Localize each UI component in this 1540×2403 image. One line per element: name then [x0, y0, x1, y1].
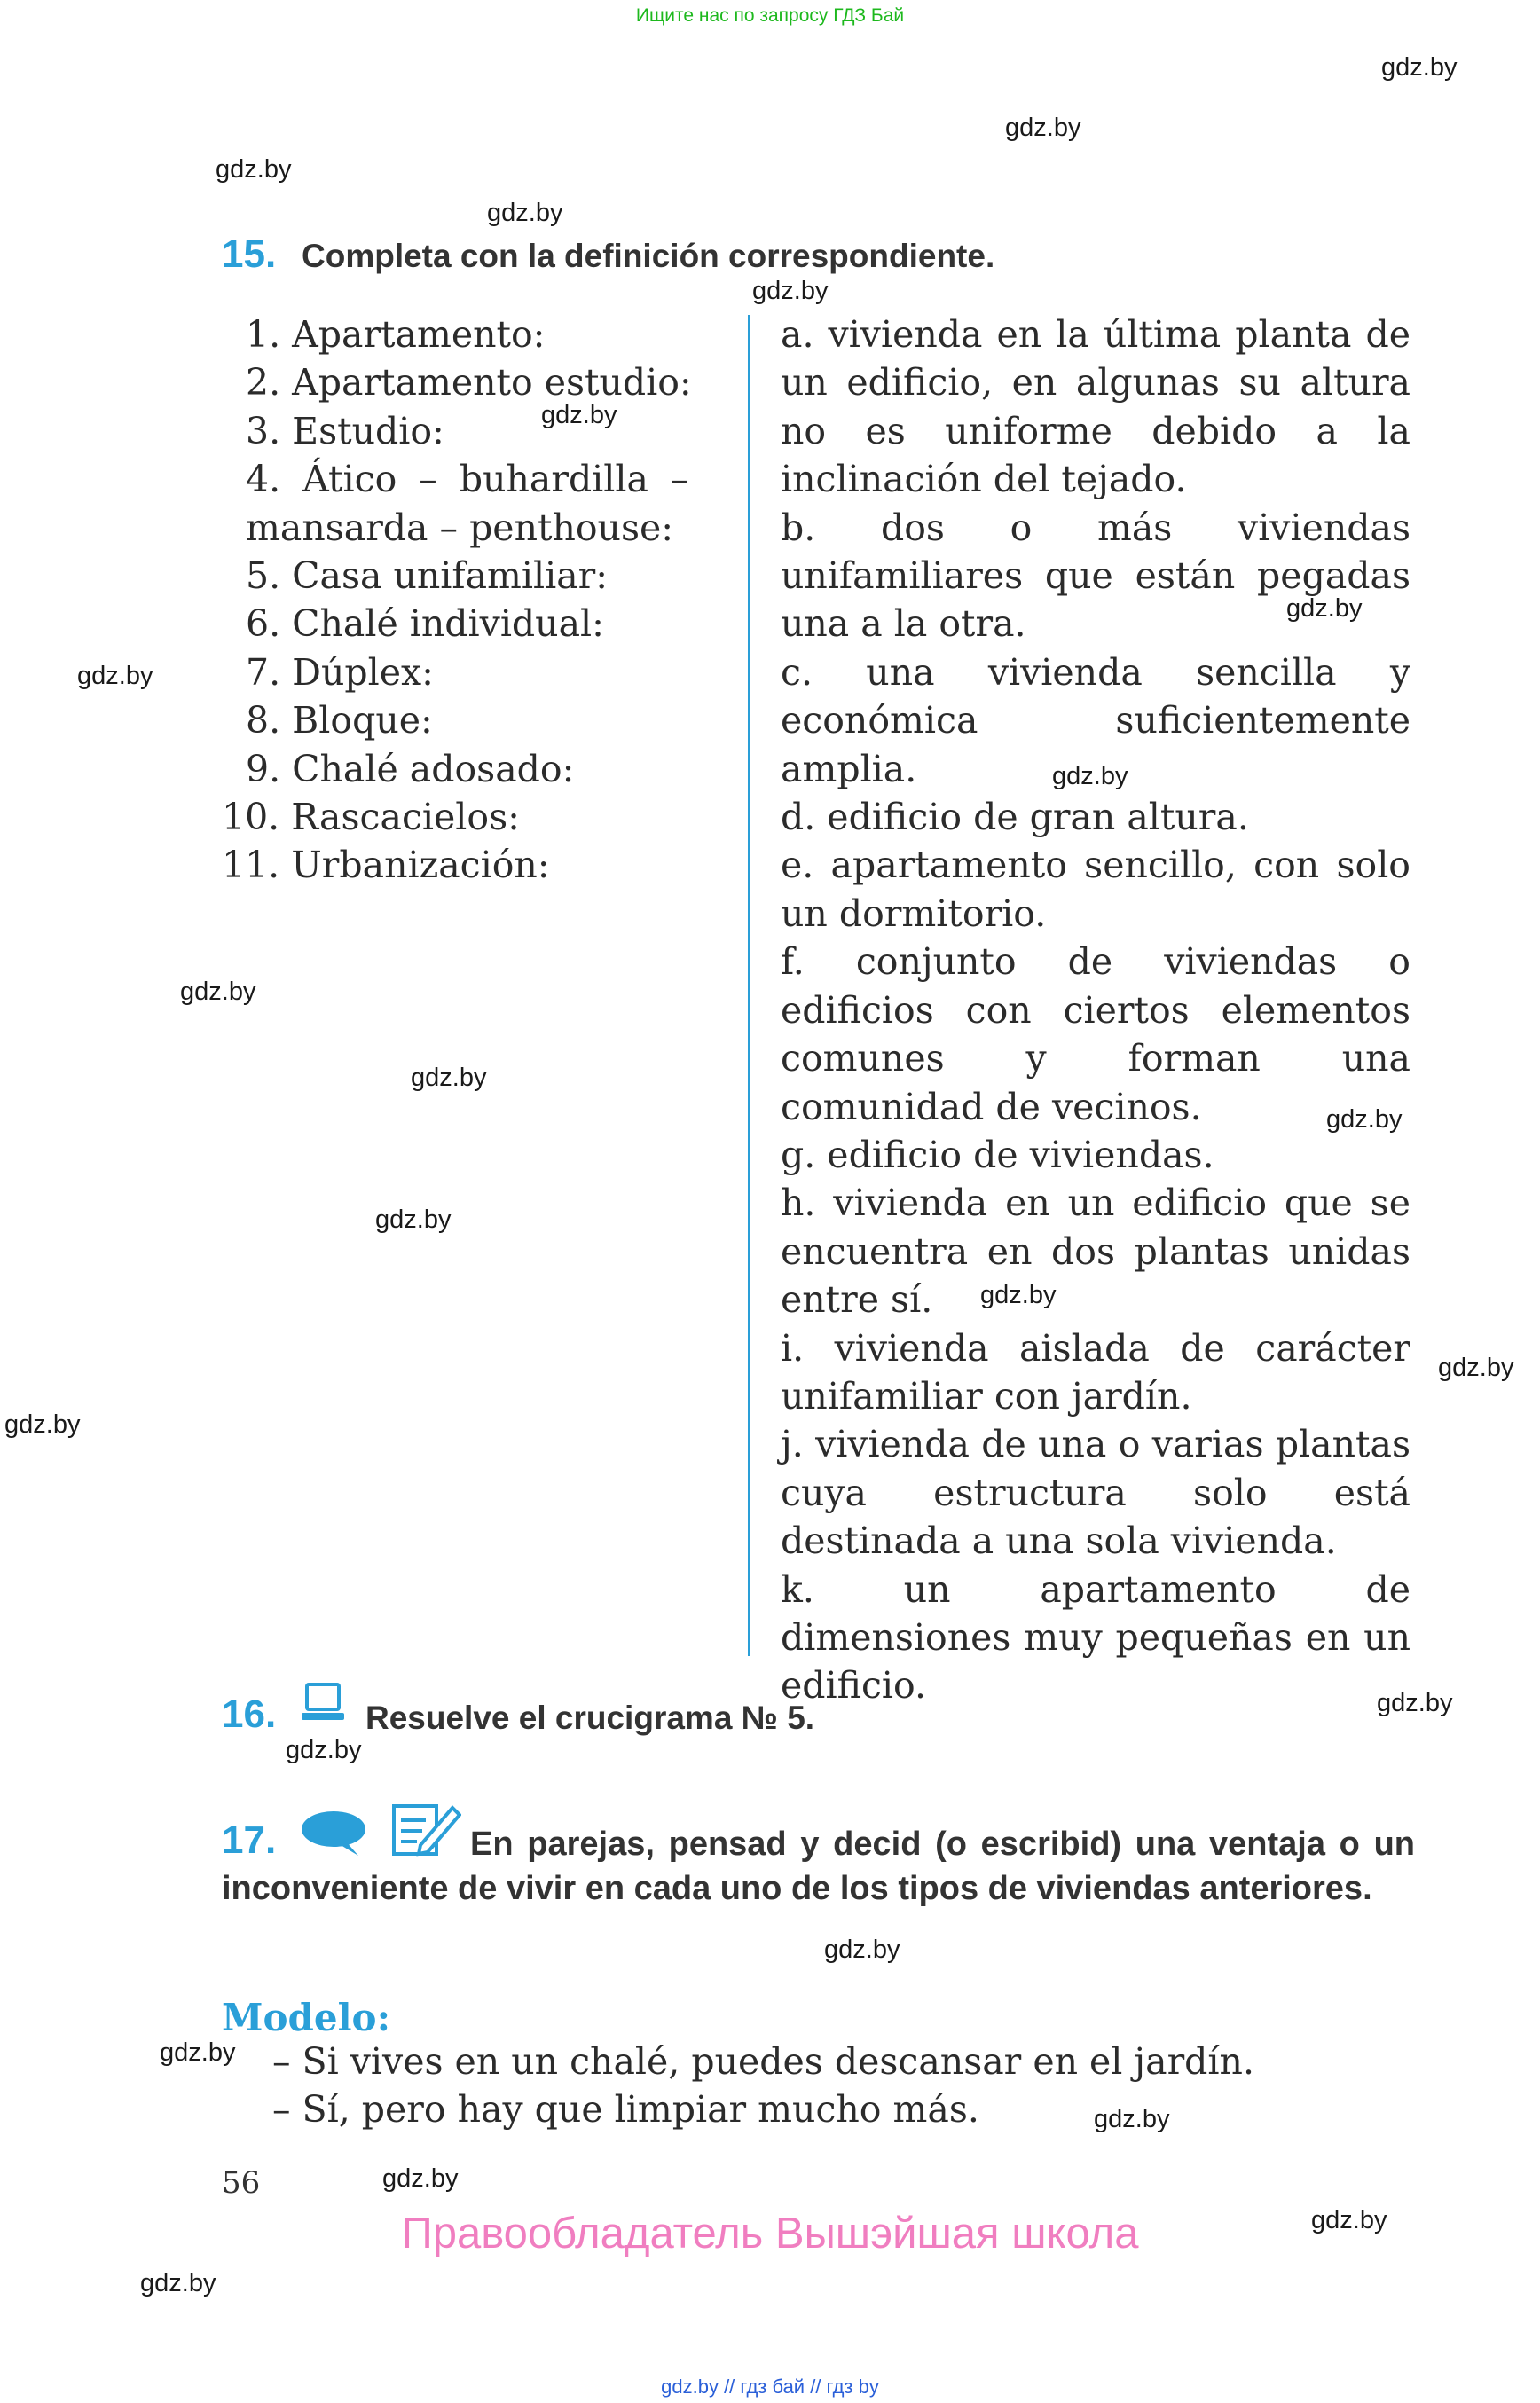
term-item: 10. Rascacielos:: [222, 796, 520, 839]
modelo-title: Modelo:: [222, 1996, 391, 2039]
watermark: gdz.by: [1311, 2206, 1387, 2234]
term-item: 2. Apartamento estudio:: [246, 361, 692, 404]
watermark: gdz.by: [1438, 1354, 1514, 1382]
dialog-line: – Sí, pero hay que limpiar mucho más.: [272, 2088, 979, 2131]
exercise-17-text: En parejas, pensad y decid (o escribid) una ventaja o un inconveniente de vivir en cada uno de los tipos de viviendas anteriores.: [222, 1826, 1415, 1907]
exercise-16-title: Resuelve el crucigrama № 5.: [365, 1700, 815, 1736]
definition-item: j. vivienda de una o varias plantas cuya estructura solo está destinada a una sola vivienda.: [781, 1423, 1410, 1563]
exercise-15-number: 15.: [222, 232, 277, 276]
computer-icon: [300, 1682, 346, 1730]
column-divider: [748, 315, 750, 1656]
watermark: gdz.by: [824, 1936, 900, 1964]
term-item: 5. Casa unifamiliar:: [246, 554, 609, 598]
term-item: 4. Ático – buhardilla –: [246, 458, 689, 501]
watermark: gdz.by: [375, 1205, 452, 1234]
watermark: gdz.by: [1377, 1689, 1453, 1717]
term-item: mansarda – penthouse:: [246, 506, 674, 549]
definition-item: e. apartamento sencillo, con solo un dormitorio.: [781, 844, 1410, 935]
dialog-line: – Si vives en un chalé, puedes descansar en el jardín.: [272, 2040, 1254, 2083]
term-item: 11. Urbanización:: [222, 844, 550, 887]
definition-item: k. un apartamento de dimensiones muy pequeñas en un edificio.: [781, 1567, 1410, 1708]
definitions-list: [781, 310, 1410, 1710]
watermark: gdz.by: [382, 2164, 459, 2193]
watermark: gdz.by: [1326, 1105, 1402, 1134]
exercise-17-number: 17.: [222, 1818, 277, 1862]
watermark: gdz.by: [4, 1410, 81, 1439]
watermark: gdz.by: [541, 401, 617, 429]
definition-item: c. una vivienda sencilla y económica suficientemente amplia.: [781, 650, 1410, 790]
term-item: 7. Dúplex:: [246, 650, 434, 694]
watermark: gdz.by: [1052, 762, 1128, 790]
copyright: Правообладатель Вышэйшая школа: [401, 2210, 1139, 2258]
watermark: gdz.by: [160, 2038, 236, 2067]
exercise-16-number: 16.: [222, 1692, 277, 1736]
definition-item: f. conjunto de viviendas o edificios con ciertos elementos comunes y forman una comunidad de vecinos.: [781, 940, 1410, 1128]
watermark: gdz.by: [980, 1281, 1057, 1309]
term-item: 3. Estudio:: [246, 409, 444, 452]
watermark: gdz.by: [216, 155, 292, 184]
watermark: gdz.by: [1094, 2105, 1170, 2133]
watermark: gdz.by: [1286, 594, 1363, 623]
footer-links[interactable]: gdz.by // гдз бай // гдз by: [661, 2376, 879, 2398]
watermark: gdz.by: [140, 2269, 216, 2297]
watermark: gdz.by: [180, 978, 256, 1006]
watermark: gdz.by: [752, 277, 829, 305]
definition-item: i. vivienda aislada de carácter unifamiliar con jardín.: [781, 1326, 1410, 1417]
terms-list: [222, 310, 692, 890]
definition-item: g. edificio de viviendas.: [781, 1133, 1214, 1176]
watermark: gdz.by: [1005, 114, 1081, 142]
watermark: gdz.by: [1381, 53, 1458, 82]
term-item: 1. Apartamento:: [246, 313, 546, 356]
term-item: 8. Bloque:: [246, 699, 433, 742]
watermark: gdz.by: [77, 662, 153, 690]
term-item: 9. Chalé adosado:: [246, 747, 575, 790]
exercise-15-title: Completa con la definición correspondiente.: [302, 238, 995, 274]
definition-item: b. dos o más viviendas unifamiliares que están pegadas una a la otra.: [781, 506, 1410, 646]
page-number: 56: [222, 2165, 261, 2201]
top-banner[interactable]: Ищите нас по запросу ГДЗ Бай: [635, 5, 905, 26]
definition-item: h. vivienda en un edificio que se encuentra en dos plantas unidas entre sí.: [781, 1182, 1410, 1322]
watermark: gdz.by: [411, 1064, 487, 1092]
watermark: gdz.by: [286, 1736, 362, 1764]
term-item: 6. Chalé individual:: [246, 602, 604, 646]
definition-item: d. edificio de gran altura.: [781, 796, 1249, 839]
definition-item: a. vivienda en la última planta de un edificio, en algunas su altura no es uniforme debido a la inclinación del tejado.: [781, 313, 1410, 501]
watermark: gdz.by: [487, 199, 563, 227]
